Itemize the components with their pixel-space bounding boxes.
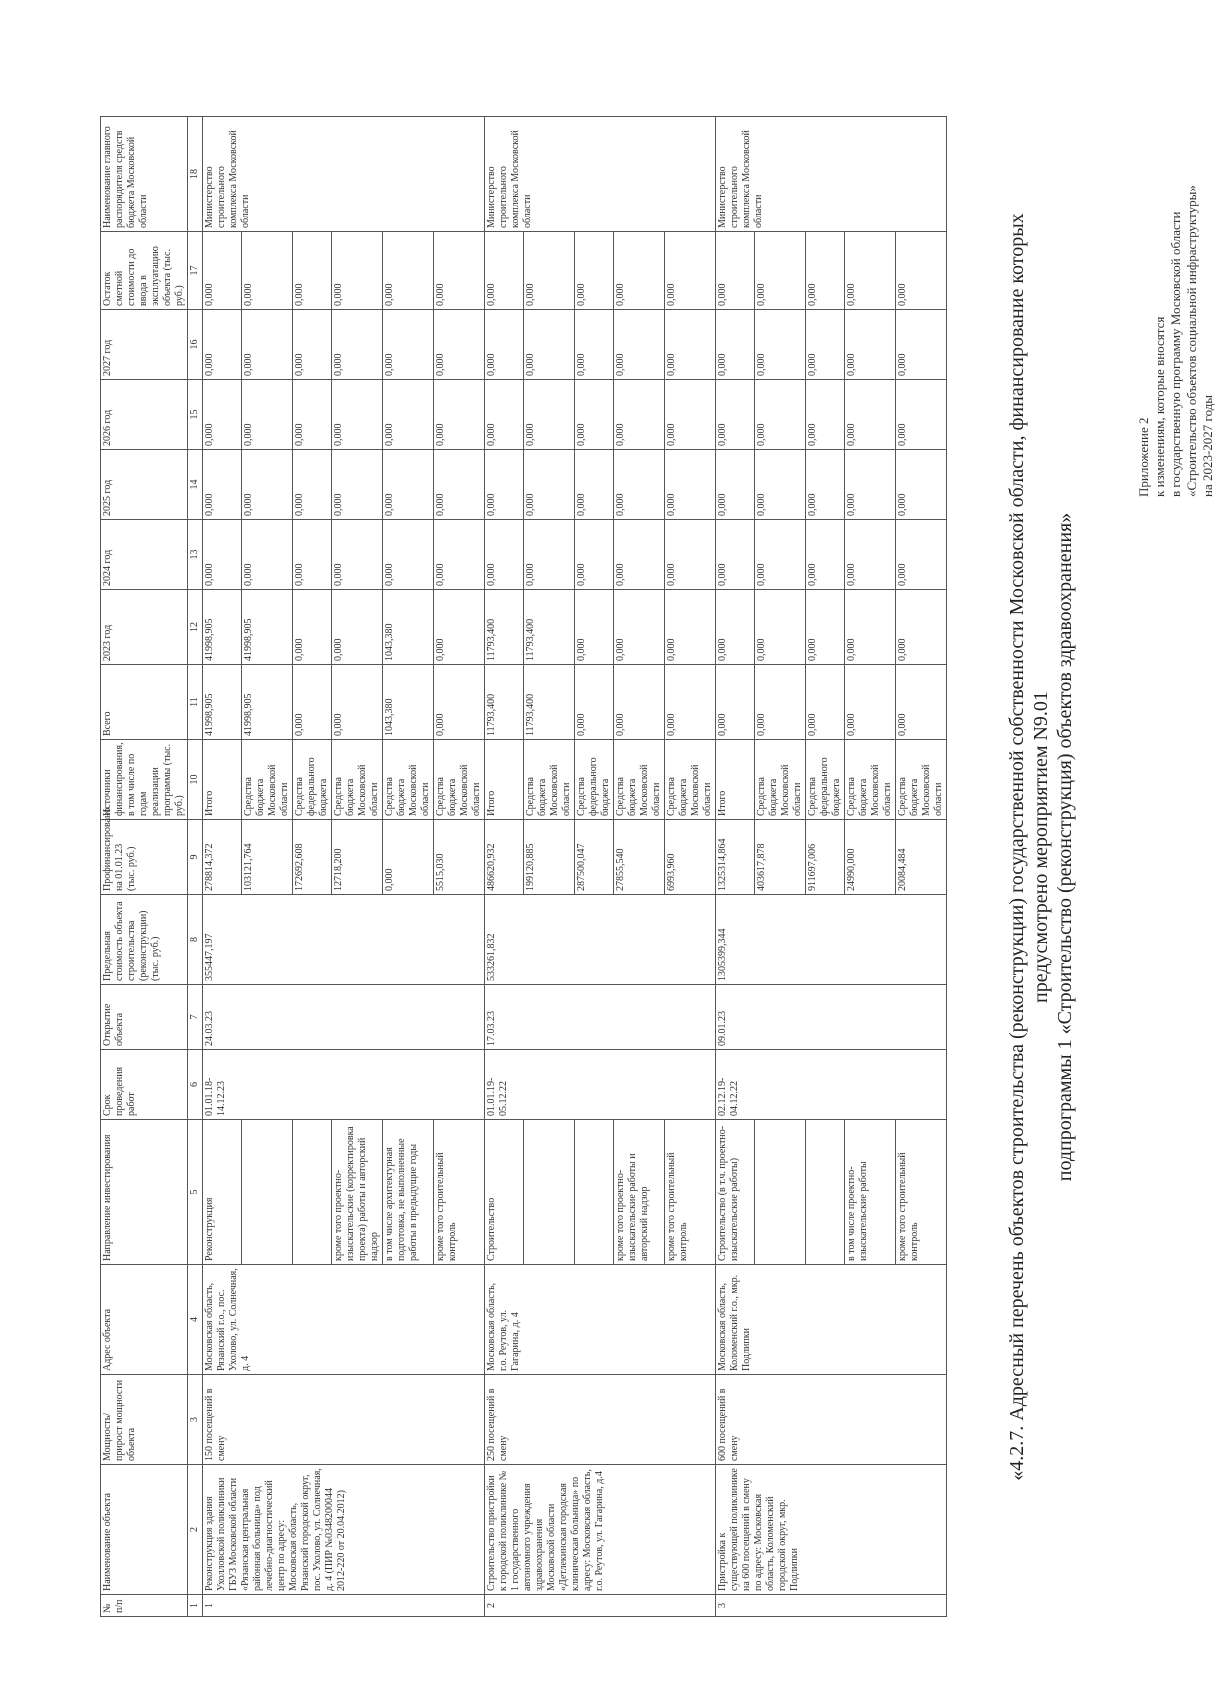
table-body bbox=[203, 117, 947, 1617]
financed-amount: 199120,885 bbox=[524, 820, 575, 895]
amount-cell: 0,000 bbox=[755, 450, 806, 520]
work-term: 01.01.18-14.12.23 bbox=[203, 1050, 485, 1120]
investment-direction: в том числе проектно-изыскательские работы bbox=[845, 1120, 896, 1265]
investment-direction: Строительство bbox=[485, 1120, 524, 1265]
object-address: Московская область, Коломенский г.о., мкр. Подлипки bbox=[716, 1265, 947, 1375]
row-number: 3 bbox=[716, 1595, 947, 1617]
amount-cell: 0,000 bbox=[383, 232, 434, 310]
amount-cell: 0,000 bbox=[524, 232, 575, 310]
financed-amount: 172692,608 bbox=[293, 820, 332, 895]
column-number: 3 bbox=[188, 1375, 203, 1465]
amount-cell: 0,000 bbox=[845, 380, 896, 450]
appendix-line: в государственную программу Московской области bbox=[1168, 211, 1183, 497]
limit-cost: 533261,832 bbox=[485, 895, 716, 985]
column-number: 15 bbox=[188, 380, 203, 450]
header-cell: Источники финансирования, в том числе по годам реализации программы (тыс. руб.) bbox=[101, 740, 188, 820]
amount-cell: 0,000 bbox=[845, 310, 896, 380]
table-row bbox=[485, 117, 524, 1617]
financed-amount: 403617,878 bbox=[755, 820, 806, 895]
column-number: 10 bbox=[188, 740, 203, 820]
header-cell: Предельная стоимость объекта строительства (реконструкции) (тыс. руб.) bbox=[101, 895, 188, 985]
amount-cell: 0,000 bbox=[716, 665, 755, 740]
investment-direction bbox=[293, 1120, 332, 1265]
amount-cell: 0,000 bbox=[485, 310, 524, 380]
amount-cell: 0,000 bbox=[383, 380, 434, 450]
amount-cell: 0,000 bbox=[332, 232, 383, 310]
object-address: Московская область, Рязанский г.о., пос. Ухолово, ул. Солнечная, д. 4 bbox=[203, 1265, 485, 1375]
amount-cell: 0,000 bbox=[434, 450, 485, 520]
funding-source: Средства бюджета Московской области bbox=[845, 740, 896, 820]
funding-source: Средства бюджета Московской области bbox=[524, 740, 575, 820]
amount-cell: 0,000 bbox=[896, 590, 947, 665]
column-number: 14 bbox=[188, 450, 203, 520]
work-term: 01.01.19-05.12.22 bbox=[485, 1050, 716, 1120]
investment-direction bbox=[755, 1120, 806, 1265]
funding-source: Средства федерального бюджета bbox=[806, 740, 845, 820]
amount-cell: 0,000 bbox=[242, 232, 293, 310]
amount-cell: 0,000 bbox=[434, 590, 485, 665]
investment-direction bbox=[575, 1120, 614, 1265]
header-cell: Всего bbox=[101, 665, 188, 740]
investment-direction bbox=[524, 1120, 575, 1265]
amount-cell: 0,000 bbox=[332, 590, 383, 665]
amount-cell: 0,000 bbox=[242, 450, 293, 520]
amount-cell: 0,000 bbox=[524, 380, 575, 450]
amount-cell: 0,000 bbox=[203, 232, 242, 310]
amount-cell: 0,000 bbox=[203, 310, 242, 380]
financed-amount: 486620,932 bbox=[485, 820, 524, 895]
amount-cell: 0,000 bbox=[614, 450, 665, 520]
amount-cell: 0,000 bbox=[614, 310, 665, 380]
investment-direction: кроме того проектно-изыскательские (корректировка проекта) работы и авторский надзор bbox=[332, 1120, 383, 1265]
object-opening: 09.01.23 bbox=[716, 985, 947, 1050]
amount-cell: 0,000 bbox=[716, 310, 755, 380]
appendix-line: на 2023-2027 годы bbox=[1200, 394, 1215, 497]
amount-cell: 41998,905 bbox=[203, 590, 242, 665]
amount-cell: 0,000 bbox=[614, 380, 665, 450]
amount-cell: 0,000 bbox=[524, 520, 575, 590]
table-row bbox=[716, 117, 755, 1617]
amount-cell: 0,000 bbox=[203, 520, 242, 590]
amount-cell: 0,000 bbox=[575, 310, 614, 380]
investment-direction: кроме того строительный контроль bbox=[665, 1120, 716, 1265]
column-number: 9 bbox=[188, 820, 203, 895]
amount-cell: 0,000 bbox=[434, 380, 485, 450]
header-cell: Наименование объекта bbox=[101, 1465, 188, 1595]
amount-cell: 0,000 bbox=[575, 450, 614, 520]
amount-cell: 0,000 bbox=[332, 665, 383, 740]
funding-source: Средства бюджета Московской области bbox=[896, 740, 947, 820]
address-list-table bbox=[100, 116, 947, 1617]
amount-cell: 0,000 bbox=[806, 380, 845, 450]
object-name: Пристройка к существующей поликлинике на 600 посещений в смену по адресу: Московская область, Коломенский городской округ, мкр. Подлипки bbox=[716, 1465, 947, 1595]
amount-cell: 11793,400 bbox=[485, 665, 524, 740]
funding-source: Итого bbox=[485, 740, 524, 820]
amount-cell: 0,000 bbox=[332, 380, 383, 450]
amount-cell: 0,000 bbox=[896, 380, 947, 450]
amount-cell: 0,000 bbox=[383, 520, 434, 590]
row-number: 1 bbox=[203, 1595, 485, 1617]
amount-cell: 0,000 bbox=[383, 310, 434, 380]
amount-cell: 0,000 bbox=[665, 450, 716, 520]
amount-cell: 0,000 bbox=[293, 450, 332, 520]
budget-manager: Министерство строительного комплекса Московской области bbox=[716, 117, 947, 232]
amount-cell: 0,000 bbox=[806, 310, 845, 380]
column-number: 16 bbox=[188, 310, 203, 380]
amount-cell: 0,000 bbox=[845, 665, 896, 740]
column-number: 2 bbox=[188, 1465, 203, 1595]
amount-cell: 0,000 bbox=[665, 665, 716, 740]
amount-cell: 0,000 bbox=[896, 310, 947, 380]
column-number: 13 bbox=[188, 520, 203, 590]
appendix-line: к изменениям, которые вносятся bbox=[1152, 316, 1167, 497]
financed-amount: 12718,200 bbox=[332, 820, 383, 895]
budget-manager: Министерство строительного комплекса Московской области bbox=[485, 117, 716, 232]
amount-cell: 0,000 bbox=[755, 520, 806, 590]
amount-cell: 0,000 bbox=[203, 380, 242, 450]
amount-cell: 0,000 bbox=[332, 520, 383, 590]
header-cell: 2026 год bbox=[101, 380, 188, 450]
amount-cell: 0,000 bbox=[716, 450, 755, 520]
header-cell: Наименование главного распорядителя средств бюджета Московской области bbox=[101, 117, 188, 232]
amount-cell: 0,000 bbox=[716, 380, 755, 450]
amount-cell: 0,000 bbox=[242, 520, 293, 590]
funding-source: Средства бюджета Московской области bbox=[755, 740, 806, 820]
investment-direction bbox=[806, 1120, 845, 1265]
financed-amount: 287500,047 bbox=[575, 820, 614, 895]
amount-cell: 1043,380 bbox=[383, 590, 434, 665]
investment-direction: кроме того проектно-изыскательские работы и авторский надзор bbox=[614, 1120, 665, 1265]
amount-cell: 11793,400 bbox=[485, 590, 524, 665]
amount-cell: 11793,400 bbox=[524, 665, 575, 740]
investment-direction: Строительство (в т.ч. проектно-изыскательские работы) bbox=[716, 1120, 755, 1265]
header-cell: Направление инвестирования bbox=[101, 1120, 188, 1265]
investment-direction: кроме того строительный контроль bbox=[896, 1120, 947, 1265]
amount-cell: 0,000 bbox=[806, 232, 845, 310]
amount-cell: 0,000 bbox=[665, 232, 716, 310]
column-number: 1 bbox=[188, 1595, 203, 1617]
amount-cell: 0,000 bbox=[242, 310, 293, 380]
amount-cell: 0,000 bbox=[293, 590, 332, 665]
financed-amount: 24990,000 bbox=[845, 820, 896, 895]
investment-direction: в том числе архитектурная подготовка, не выполненные работы в предыдущие годы bbox=[383, 1120, 434, 1265]
amount-cell: 0,000 bbox=[485, 450, 524, 520]
amount-cell: 0,000 bbox=[332, 310, 383, 380]
title-line: «4.2.7. Адресный перечень объектов строительства (реконструкции) государственной собственности Московской области, финансирование которых предусмотрено мероприятием N9.01 bbox=[1006, 213, 1052, 1481]
limit-cost: 355447,197 bbox=[203, 895, 485, 985]
amount-cell: 0,000 bbox=[203, 450, 242, 520]
object-capacity: 250 посещений в смену bbox=[485, 1375, 716, 1465]
amount-cell: 0,000 bbox=[293, 665, 332, 740]
header-cell: 2024 год bbox=[101, 520, 188, 590]
amount-cell: 0,000 bbox=[716, 590, 755, 665]
funding-source: Средства бюджета Московской области bbox=[383, 740, 434, 820]
object-address: Московская область, г.о. Реутов, ул. Гагарина, д. 4 bbox=[485, 1265, 716, 1375]
row-number: 2 bbox=[485, 1595, 716, 1617]
financed-amount: 278814,372 bbox=[203, 820, 242, 895]
funding-source: Средства бюджета Московской области bbox=[665, 740, 716, 820]
amount-cell: 0,000 bbox=[524, 450, 575, 520]
column-number: 6 bbox=[188, 1050, 203, 1120]
funding-source: Средства бюджета Московской области bbox=[332, 740, 383, 820]
amount-cell: 0,000 bbox=[845, 590, 896, 665]
header-cell: Адрес объекта bbox=[101, 1265, 188, 1375]
object-capacity: 600 посещений в смену bbox=[716, 1375, 947, 1465]
amount-cell: 41998,905 bbox=[242, 665, 293, 740]
amount-cell: 0,000 bbox=[896, 520, 947, 590]
financed-amount: 103121,764 bbox=[242, 820, 293, 895]
amount-cell: 0,000 bbox=[575, 665, 614, 740]
header-cell: 2023 год bbox=[101, 590, 188, 665]
header-cell: 2027 год bbox=[101, 310, 188, 380]
appendix-line: Приложение 2 bbox=[1136, 417, 1151, 497]
amount-cell: 11793,400 bbox=[524, 590, 575, 665]
header-cell: Открытие объекта bbox=[101, 985, 188, 1050]
limit-cost: 1305399,344 bbox=[716, 895, 947, 985]
amount-cell: 0,000 bbox=[665, 310, 716, 380]
amount-cell: 0,000 bbox=[614, 232, 665, 310]
funding-source: Средства бюджета Московской области bbox=[242, 740, 293, 820]
amount-cell: 0,000 bbox=[665, 520, 716, 590]
appendix-line: «Строительство объектов социальной инфраструктуры» bbox=[1184, 185, 1199, 497]
title-line: подпрограммы 1 «Строительство (реконструкция) объектов здравоохранения» bbox=[1054, 512, 1076, 1182]
object-opening: 24.03.23 bbox=[203, 985, 485, 1050]
investment-direction: кроме того строительный контроль bbox=[434, 1120, 485, 1265]
amount-cell: 0,000 bbox=[434, 520, 485, 590]
amount-cell: 0,000 bbox=[614, 590, 665, 665]
amount-cell: 0,000 bbox=[575, 520, 614, 590]
financed-amount: 911697,006 bbox=[806, 820, 845, 895]
column-number: 18 bbox=[188, 117, 203, 232]
financed-amount: 1325314,864 bbox=[716, 820, 755, 895]
work-term: 02.12.19-04.12.22 bbox=[716, 1050, 947, 1120]
object-name: Реконструкция здания Ухолловской поликлиники ГБУЗ Московской области «Рязанская центральная районная больница» под лечебно-диагностический центр по адресу: Московская область, Рязанский городской округ, пос. Ухолово, ул. Солнечная, д. 4 (ПИР №0348200044 2012-220 от 20.04.2012) bbox=[203, 1465, 485, 1595]
amount-cell: 0,000 bbox=[575, 380, 614, 450]
amount-cell: 0,000 bbox=[242, 380, 293, 450]
object-opening: 17.03.23 bbox=[485, 985, 716, 1050]
amount-cell: 0,000 bbox=[755, 380, 806, 450]
funding-source: Средства федерального бюджета bbox=[575, 740, 614, 820]
amount-cell: 0,000 bbox=[383, 450, 434, 520]
column-number: 17 bbox=[188, 232, 203, 310]
amount-cell: 0,000 bbox=[293, 310, 332, 380]
amount-cell: 0,000 bbox=[806, 665, 845, 740]
amount-cell: 0,000 bbox=[434, 232, 485, 310]
financed-amount: 20084,484 bbox=[896, 820, 947, 895]
amount-cell: 0,000 bbox=[755, 665, 806, 740]
header-cell: Мощность/ прирост мощности объекта bbox=[101, 1375, 188, 1465]
amount-cell: 0,000 bbox=[896, 232, 947, 310]
amount-cell: 0,000 bbox=[755, 232, 806, 310]
financed-amount: 6993,960 bbox=[665, 820, 716, 895]
amount-cell: 0,000 bbox=[575, 232, 614, 310]
amount-cell: 0,000 bbox=[614, 520, 665, 590]
amount-cell: 0,000 bbox=[716, 232, 755, 310]
funding-source: Средства бюджета Московской области bbox=[434, 740, 485, 820]
funding-source: Средства федерального бюджета bbox=[293, 740, 332, 820]
column-number: 8 bbox=[188, 895, 203, 985]
column-number: 12 bbox=[188, 590, 203, 665]
amount-cell: 0,000 bbox=[332, 450, 383, 520]
header-cell: 2025 год bbox=[101, 450, 188, 520]
amount-cell: 0,000 bbox=[485, 232, 524, 310]
amount-cell: 0,000 bbox=[806, 520, 845, 590]
amount-cell: 1043,380 bbox=[383, 665, 434, 740]
amount-cell: 0,000 bbox=[575, 590, 614, 665]
header-cell: Срок проведения работ bbox=[101, 1050, 188, 1120]
column-number: 5 bbox=[188, 1120, 203, 1265]
amount-cell: 0,000 bbox=[716, 520, 755, 590]
funding-source: Итого bbox=[716, 740, 755, 820]
column-number: 4 bbox=[188, 1265, 203, 1375]
amount-cell: 0,000 bbox=[434, 310, 485, 380]
amount-cell: 41998,905 bbox=[242, 590, 293, 665]
amount-cell: 0,000 bbox=[845, 232, 896, 310]
financed-amount: 27855,540 bbox=[614, 820, 665, 895]
amount-cell: 0,000 bbox=[485, 520, 524, 590]
amount-cell: 0,000 bbox=[896, 665, 947, 740]
header-cell: Профинансировано на 01.01.23 (тыс. руб.) bbox=[101, 820, 188, 895]
amount-cell: 41998,905 bbox=[203, 665, 242, 740]
funding-source: Средства бюджета Московской области bbox=[614, 740, 665, 820]
investment-direction bbox=[242, 1120, 293, 1265]
header-cell: Остаток сметной стоимости до ввода в эксплуатацию объекта (тыс. руб.) bbox=[101, 232, 188, 310]
financed-amount: 5515,030 bbox=[434, 820, 485, 895]
appendix-note bbox=[1136, 185, 1216, 497]
amount-cell: 0,000 bbox=[614, 665, 665, 740]
amount-cell: 0,000 bbox=[524, 310, 575, 380]
column-number: 7 bbox=[188, 985, 203, 1050]
amount-cell: 0,000 bbox=[755, 590, 806, 665]
amount-cell: 0,000 bbox=[806, 450, 845, 520]
amount-cell: 0,000 bbox=[293, 232, 332, 310]
amount-cell: 0,000 bbox=[755, 310, 806, 380]
amount-cell: 0,000 bbox=[293, 380, 332, 450]
amount-cell: 0,000 bbox=[293, 520, 332, 590]
amount-cell: 0,000 bbox=[665, 380, 716, 450]
document-title bbox=[1005, 147, 1077, 1547]
amount-cell: 0,000 bbox=[485, 380, 524, 450]
amount-cell: 0,000 bbox=[845, 450, 896, 520]
amount-cell: 0,000 bbox=[665, 590, 716, 665]
header-cell: № п/п bbox=[101, 1595, 188, 1617]
table-row bbox=[203, 117, 242, 1617]
funding-source: Итого bbox=[203, 740, 242, 820]
financed-amount: 0,000 bbox=[383, 820, 434, 895]
amount-cell: 0,000 bbox=[896, 450, 947, 520]
amount-cell: 0,000 bbox=[434, 665, 485, 740]
amount-cell: 0,000 bbox=[845, 520, 896, 590]
investment-direction: Реконструкция bbox=[203, 1120, 242, 1265]
object-capacity: 150 посещений в смену bbox=[203, 1375, 485, 1465]
amount-cell: 0,000 bbox=[806, 590, 845, 665]
budget-manager: Министерство строительного комплекса Московской области bbox=[203, 117, 485, 232]
column-number: 11 bbox=[188, 665, 203, 740]
object-name: Строительство пристройки к городской поликлинике № 1 государственного автономного учреждения здравоохранения Московской области «Детлекинская городская клиническая больница» по адресу: Московская область, г.о. Реутов, ул. Гагарина, д.4 bbox=[485, 1465, 716, 1595]
